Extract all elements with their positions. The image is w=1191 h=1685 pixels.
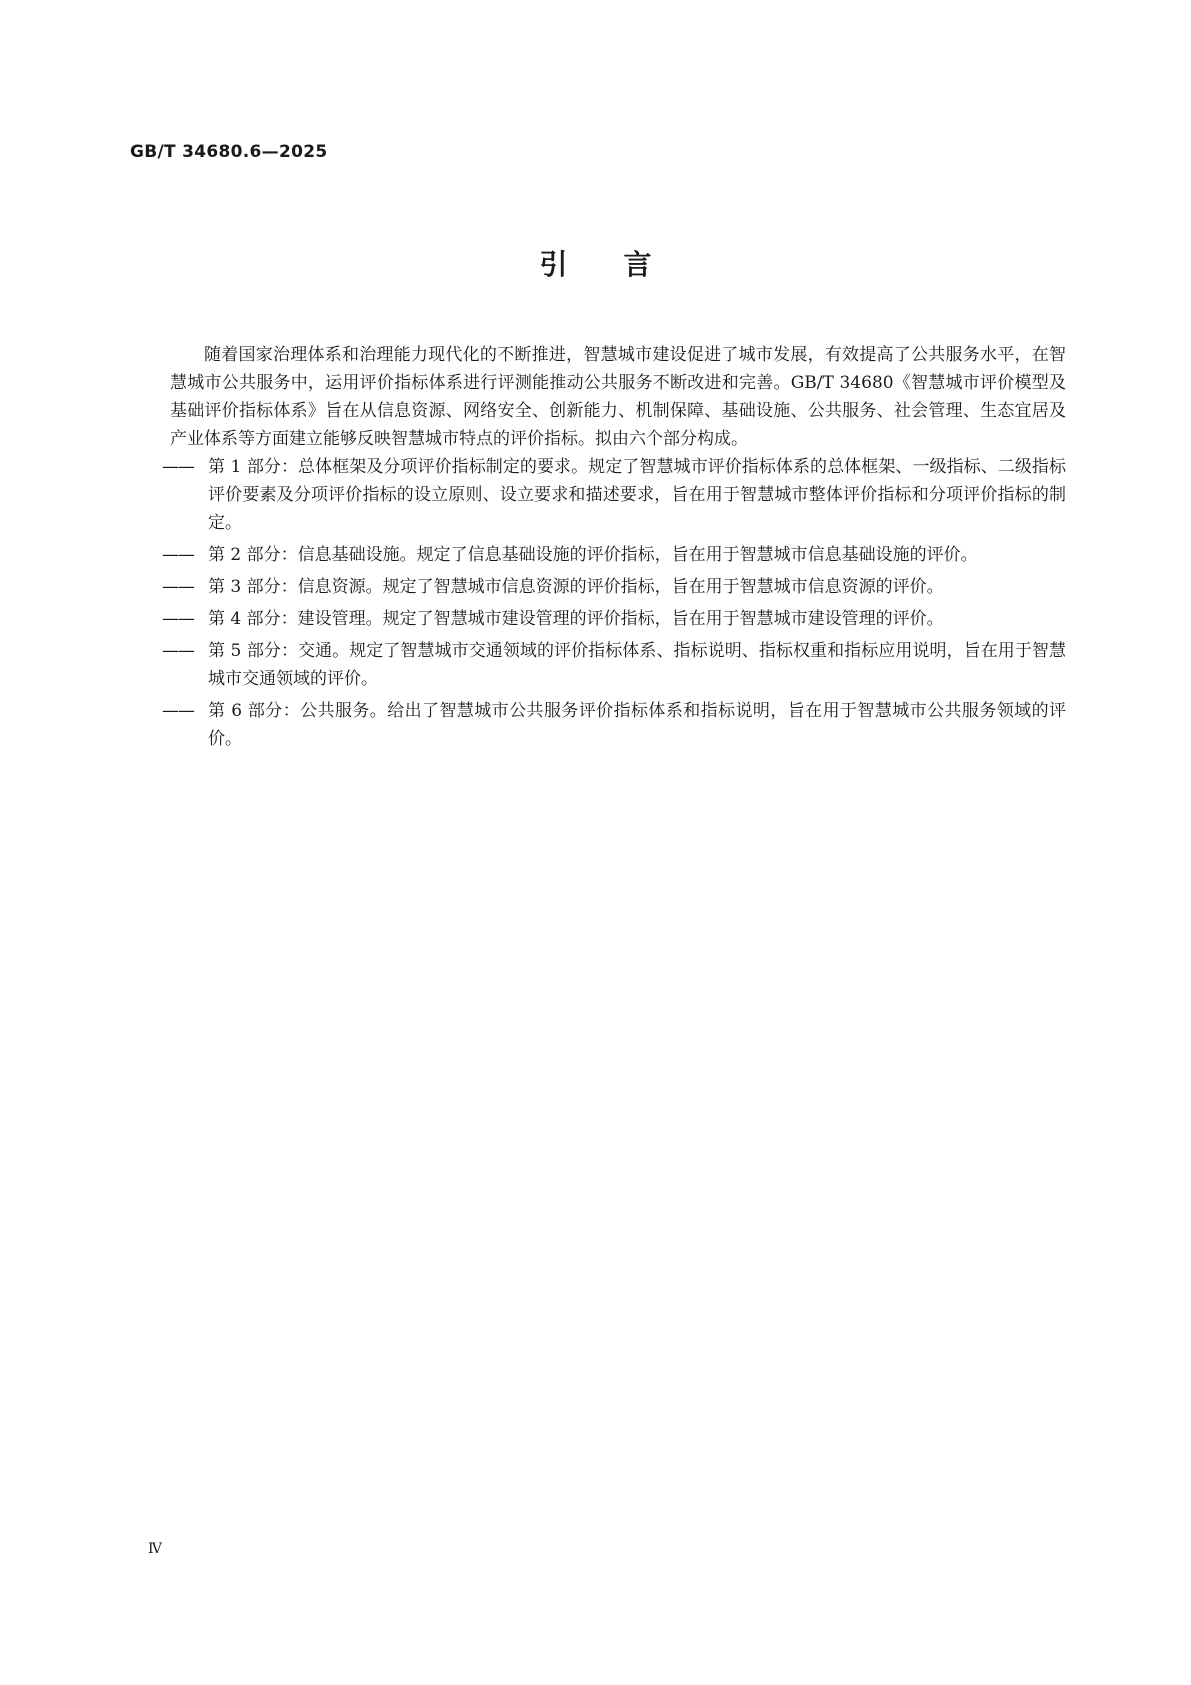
- list-item-text: 第 4 部分：建设管理。规定了智慧城市建设管理的评价指标，旨在用于智慧城市建设管理的评价。: [208, 609, 944, 629]
- list-item-part-3: [162, 573, 1066, 601]
- list-dash: ——: [162, 577, 194, 597]
- list-item-part-1: [162, 453, 1066, 537]
- list-item-text: 第 1 部分：总体框架及分项评价指标制定的要求。规定了智慧城市评价指标体系的总体框架、一级指标、二级指标评价要素及分项评价指标的设立原则、设立要求和描述要求，旨在用于智慧城市整体评价指标和分项评价指标的制定。: [208, 457, 1066, 533]
- intro-paragraph: 随着国家治理体系和治理能力现代化的不断推进，智慧城市建设促进了城市发展，有效提高了公共服务水平，在智慧城市公共服务中，运用评价指标体系进行评测能推动公共服务不断改进和完善。GB/T 34680《智慧城市评价模型及基础评价指标体系》旨在从信息资源、网络安全、创新能力、机制保障、基础设施、公共服务、社会管理、生态宜居及产业体系等方面建立能够反映智慧城市特点的评价指标。拟由六个部分构成。: [170, 345, 1066, 449]
- list-dash: ——: [162, 609, 194, 629]
- list-dash: ——: [162, 701, 194, 721]
- list-item-part-4: [162, 605, 1066, 633]
- list-item-text: 第 3 部分：信息资源。规定了智慧城市信息资源的评价指标，旨在用于智慧城市信息资源的评价。: [208, 577, 944, 597]
- list-dash: ——: [162, 545, 194, 565]
- list-item-text: 第 5 部分：交通。规定了智慧城市交通领域的评价指标体系、指标说明、指标权重和指标应用说明，旨在用于智慧城市交通领域的评价。: [208, 641, 1066, 689]
- list-item-text: 第 2 部分：信息基础设施。规定了信息基础设施的评价指标，旨在用于智慧城市信息基础设施的评价。: [208, 545, 978, 565]
- list-item-text: 第 6 部分：公共服务。给出了智慧城市公共服务评价指标体系和指标说明，旨在用于智慧城市公共服务领域的评价。: [208, 701, 1066, 749]
- list-item-part-5: [162, 637, 1066, 693]
- list-dash: ——: [162, 641, 194, 661]
- parts-list: [162, 453, 1066, 753]
- list-dash: ——: [162, 457, 194, 477]
- list-item-part-6: [162, 697, 1066, 753]
- list-item-part-2: [162, 541, 1066, 569]
- page-number: Ⅳ: [148, 1541, 162, 1557]
- section-body: [162, 341, 1066, 757]
- section-title: 引言: [539, 248, 708, 281]
- standard-code: GB/T 34680.6—2025: [130, 142, 328, 162]
